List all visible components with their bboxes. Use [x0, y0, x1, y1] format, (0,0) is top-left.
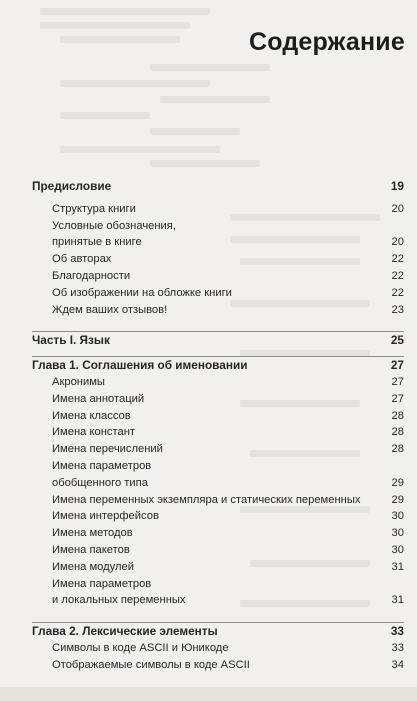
toc-entry-label: Имена модулей: [52, 560, 135, 573]
toc-entry-page: 30: [391, 510, 404, 523]
toc-entry-page: 34: [391, 658, 404, 671]
toc-entry-label: Имена аннотаций: [52, 392, 145, 405]
section-divider: [32, 356, 404, 357]
toc-entry-page: 22: [391, 286, 404, 299]
toc-entry-label: Ждем ваших отзывов!: [52, 303, 168, 316]
toc-entry-page: 28: [391, 426, 404, 439]
toc-entry-page: 27: [391, 375, 404, 388]
toc-entry-page: 27: [391, 392, 404, 405]
toc-entry-page: 31: [391, 594, 404, 607]
toc-entry[interactable]: [32, 408, 404, 425]
toc-entry-label: Имена перечислений: [52, 443, 163, 456]
toc-entry[interactable]: [32, 424, 404, 441]
toc-entry-page: 30: [391, 527, 404, 540]
toc-entry-label: Имена переменных экземпляра и статических переменных: [52, 493, 361, 506]
toc-entry-label: Благодарности: [52, 269, 131, 282]
toc-entry-chapter-1[interactable]: [32, 355, 404, 374]
toc-entry-page: 30: [391, 543, 404, 556]
toc-entry[interactable]: [32, 391, 404, 408]
toc-entry-preface[interactable]: [32, 178, 404, 195]
toc-entry-label: Отображаемые символы в коде ASCII: [52, 658, 250, 671]
toc-entry[interactable]: [32, 234, 404, 251]
toc-entry[interactable]: [32, 542, 404, 559]
toc-entry-page: 29: [391, 493, 404, 506]
toc-entry-label: Предисловие: [32, 179, 112, 193]
toc-entry[interactable]: [32, 657, 404, 674]
toc-entry-page: 22: [391, 253, 404, 266]
toc-entry-label-line2: принятые в книге: [52, 236, 142, 249]
toc-entry-label-line1[interactable]: Имена параметров: [52, 577, 152, 590]
toc-entry[interactable]: [32, 559, 404, 576]
toc-entry-label: Глава 2. Лексические элементы: [32, 624, 218, 639]
toc-entry-chapter-2[interactable]: [32, 621, 404, 640]
toc-entry[interactable]: [32, 374, 404, 391]
toc-entry-page: 22: [391, 269, 404, 282]
page-title: Содержание: [248, 28, 405, 56]
toc-entry-page: 28: [391, 409, 404, 422]
toc-entry-label: Имена интерфейсов: [52, 510, 159, 523]
toc-entry-page: 23: [391, 303, 404, 316]
toc-entry-page: 29: [391, 476, 404, 489]
section-divider: [32, 622, 404, 623]
toc-entry-label: Имена констант: [52, 426, 135, 439]
toc-entry-label: Имена методов: [52, 527, 133, 540]
toc-entry-label: Глава 1. Соглашения об именовании: [32, 358, 248, 373]
toc-entry-label: Об авторах: [52, 253, 112, 266]
toc-entry-page: 20: [391, 236, 404, 249]
table-of-contents: [32, 178, 404, 674]
toc-entry-page: 28: [391, 443, 404, 456]
toc-entry[interactable]: [32, 640, 404, 657]
toc-entry-label: Об изображении на обложке книги: [52, 286, 232, 299]
toc-entry[interactable]: [32, 592, 404, 609]
toc-entry[interactable]: [32, 492, 404, 509]
toc-entry[interactable]: [32, 441, 404, 458]
toc-entry-label: Акронимы: [52, 375, 105, 388]
toc-entry[interactable]: [32, 525, 404, 542]
toc-entry-part-1[interactable]: [32, 330, 404, 349]
toc-entry[interactable]: [32, 251, 404, 268]
toc-entry-label: Символы в коде ASCII и Юникоде: [52, 641, 229, 654]
toc-entry[interactable]: [32, 285, 404, 302]
section-divider: [32, 331, 404, 332]
toc-entry-page: 20: [391, 202, 404, 215]
toc-entry-label-line1[interactable]: Имена параметров: [52, 459, 152, 472]
toc-entry-label: Структура книги: [52, 202, 136, 215]
toc-entry-label: Часть I. Язык: [32, 333, 110, 348]
toc-entry[interactable]: [32, 302, 404, 319]
toc-entry-label: Имена пакетов: [52, 543, 130, 556]
toc-entry-page: 33: [390, 624, 404, 639]
toc-entry-label-line2: и локальных переменных: [52, 594, 186, 607]
toc-entry[interactable]: [32, 475, 404, 492]
toc-entry-page: 25: [390, 333, 404, 348]
toc-entry[interactable]: [32, 508, 404, 525]
toc-entry-label-line2: обобщенного типа: [52, 476, 148, 489]
toc-entry-label-line1[interactable]: Условные обозначения,: [52, 219, 176, 232]
toc-entry-page: 33: [391, 641, 404, 654]
page-footer-strip: [0, 687, 417, 701]
toc-entry[interactable]: [32, 268, 404, 285]
toc-entry-label: Имена классов: [52, 409, 131, 422]
toc-entry-page: 27: [390, 358, 404, 373]
toc-entry-page: 19: [390, 179, 404, 193]
toc-entry-page: 31: [391, 560, 404, 573]
toc-entry[interactable]: [32, 201, 404, 218]
